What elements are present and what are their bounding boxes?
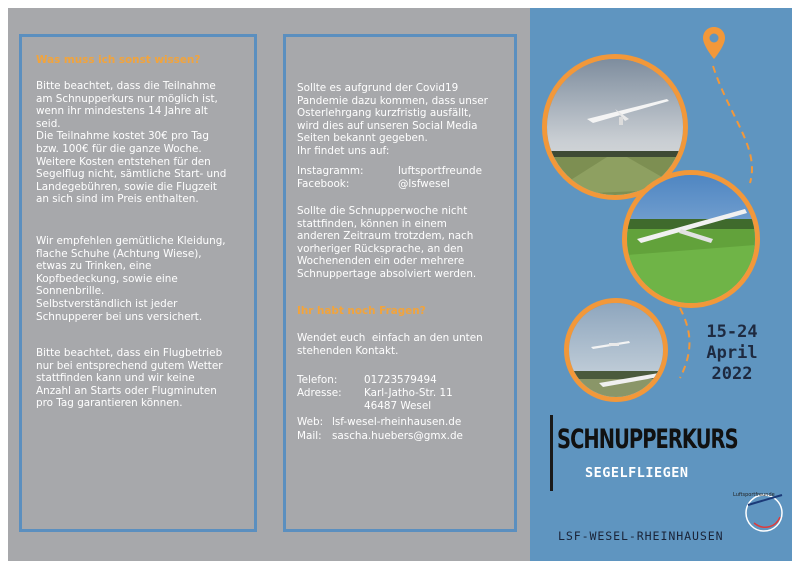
contact-phone-label: Telefon: — [297, 374, 338, 386]
contact-web[interactable]: lsf-wesel-rheinhausen.de — [332, 416, 462, 428]
title-divider — [550, 415, 553, 491]
social-value-facebook: @lsfwesel — [398, 178, 450, 190]
contact-web-label: Web: — [297, 416, 324, 428]
social-label-facebook: Facebook: — [297, 178, 350, 190]
contact-address-line2: 46487 Wesel — [364, 400, 432, 412]
contact-address-label: Adresse: — [297, 387, 342, 399]
dates-year: 2022 — [711, 364, 753, 384]
photo-glider-field — [622, 170, 760, 308]
contact-mail-label: Mail: — [297, 430, 322, 442]
contact-address-line1: Karl-Jatho-Str. 11 — [364, 387, 453, 399]
contact-phone: 01723579494 — [364, 374, 437, 386]
photo-gliders-sky — [564, 298, 668, 402]
location-pin-icon — [702, 26, 726, 60]
left-paragraph-3: Bitte beachtet, dass ein Flugbetrieb nur bei entsprechend gutem Wetter stattfinden kann und wir keine Anzahl an Starts oder Flugminuten pro Tag garantieren können. — [36, 347, 223, 410]
flyer-subtitle: SEGELFLIEGEN — [585, 465, 689, 481]
dates-range: 15-24 — [706, 322, 758, 342]
middle-paragraph-2: Sollte die Schnupperwoche nicht stattfinden, können in einem anderen Zeitraum trotzdem, nach vorheriger Rücksprache, an den Wochenenden ein oder mehrere Schnuppertage absolviert werden. — [297, 205, 477, 280]
club-name: LSF-WESEL-RHEINHAUSEN — [558, 529, 724, 543]
left-paragraph-2: Wir empfehlen gemütliche Kleidung, flache Schuhe (Achtung Wiese), etwas zu Trinken, eine Kopfbedeckung, sowie eine Sonnenbrille. Selbstverständlich ist jeder Schnupperer bei uns versichert. — [36, 235, 226, 323]
logo-text: Luftsportfreunde — [733, 492, 775, 498]
dates-month: April — [706, 343, 758, 363]
middle-paragraph-1: Sollte es aufgrund der Covid19 Pandemie dazu kommen, dass unser Osterlehrgang kurzfristig ausfällt, wird dies auf unseren Social Media Seiten bekannt gegeben. Ihr findet uns auf: — [297, 82, 488, 157]
questions-heading: Ihr habt noch Fragen? — [297, 305, 426, 317]
flyer-title: SCHNUPPERKURS — [557, 424, 738, 455]
middle-paragraph-3: Wendet euch einfach an den unten stehenden Kontakt. — [297, 332, 483, 357]
event-dates — [676, 322, 788, 385]
social-label-instagram: Instagramm: — [297, 165, 364, 177]
left-paragraph-1: Bitte beachtet, dass die Teilnahme am Schnupperkurs nur möglich ist, wenn ihr mindestens 14 Jahre alt seid. Die Teilnahme kostet 30€ pro Tag bzw. 100€ für die ganze Woche. Weitere Kosten entstehen für den Segelflug nicht, sämtliche Start- und Landegebühren, sowie die Flugzeit an sich sind im Preis enthalten. — [36, 80, 227, 206]
contact-mail[interactable]: sascha.huebers@gmx.de — [332, 430, 463, 442]
left-heading: Was muss ich sonst wissen? — [36, 54, 201, 66]
social-value-instagram: luftsportfreunde — [398, 165, 482, 177]
